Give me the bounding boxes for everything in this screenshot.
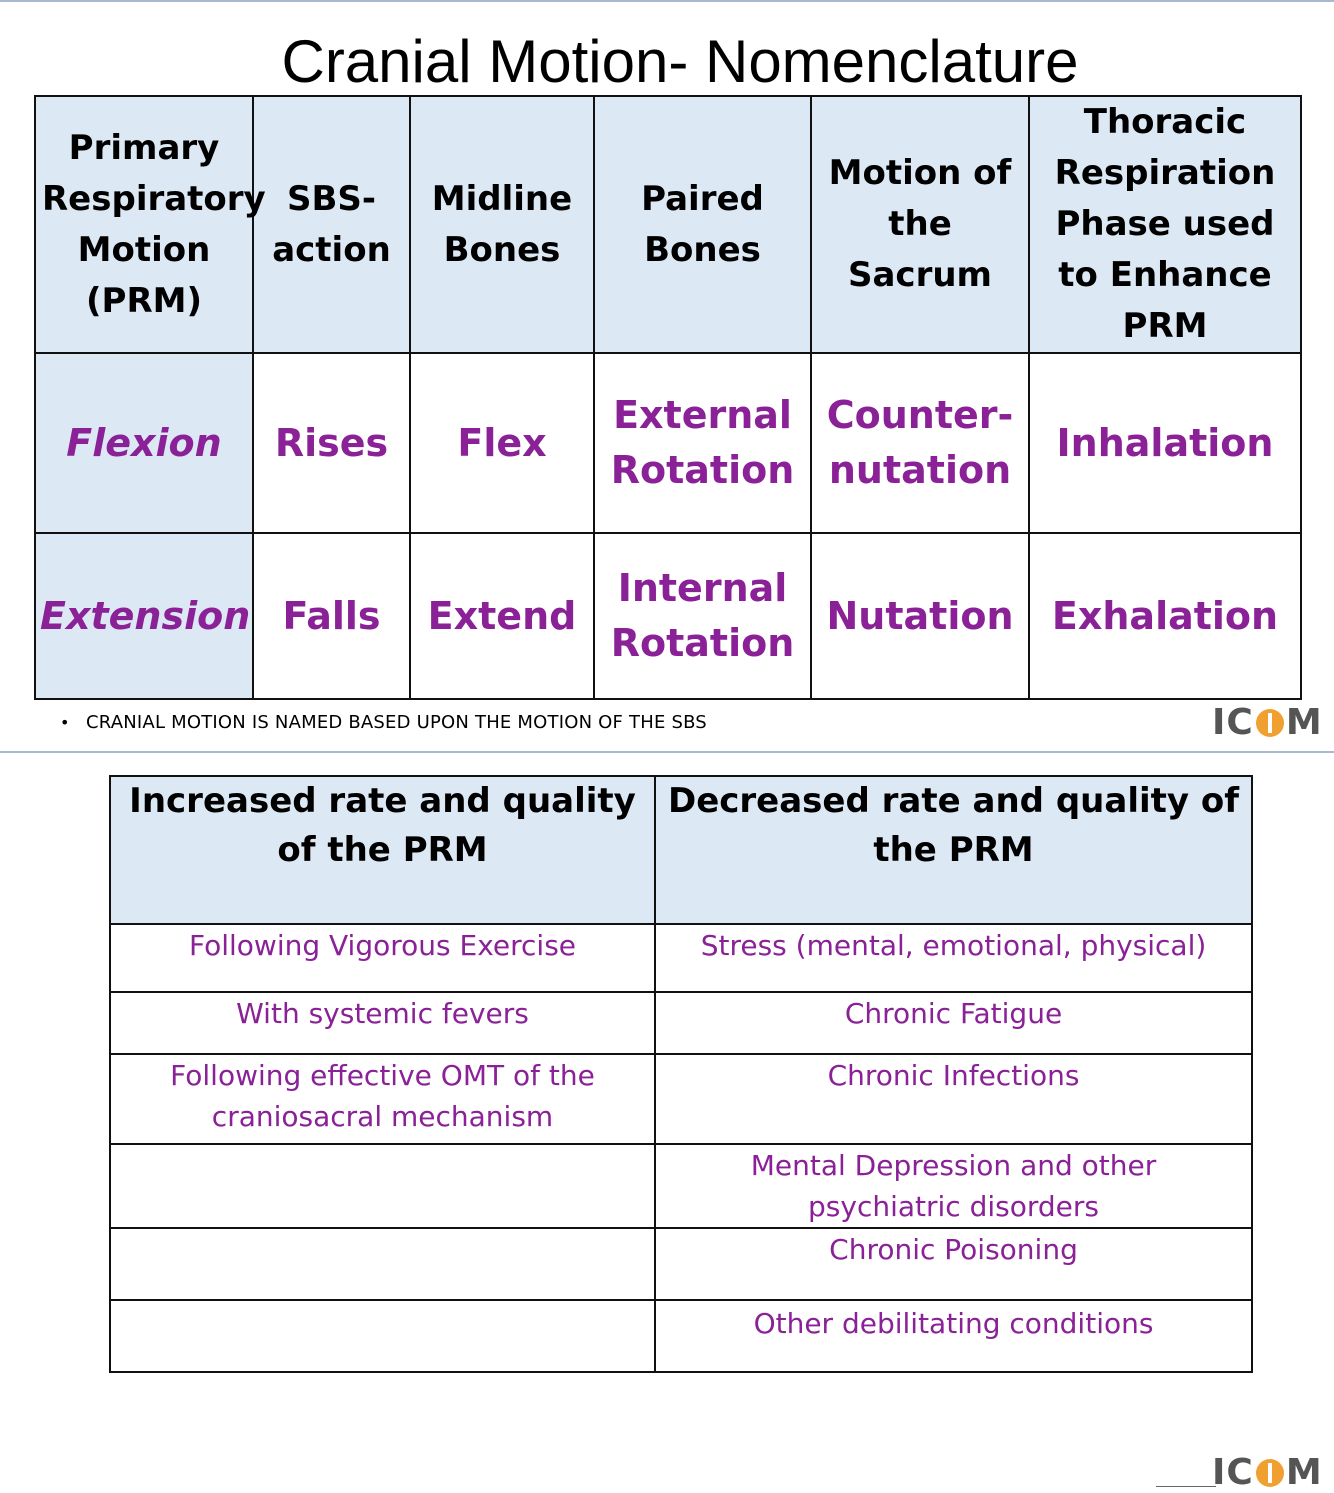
logo-mark-icon: IC M — [1212, 702, 1323, 743]
table-row — [110, 924, 1252, 992]
table-cell: Rises — [253, 353, 410, 533]
table-header-row — [35, 96, 1301, 353]
table-cell: Other debilitating conditions — [655, 1300, 1252, 1372]
prm-rate-table — [109, 775, 1253, 1373]
table-header-row — [110, 776, 1252, 924]
slide-divider — [0, 751, 1334, 753]
header-midline-bones: Midline Bones — [410, 96, 594, 353]
table-cell: Following Vigorous Exercise — [110, 924, 655, 992]
icom-logo — [1212, 702, 1323, 743]
header-motion-sacrum: Motion of the Sacrum — [811, 96, 1029, 353]
table-cell — [110, 1228, 655, 1300]
slide-title: Cranial Motion- Nomenclature — [281, 28, 1079, 95]
bullet-text: CRANIAL MOTION IS NAMED BASED UPON THE MOTION OF THE SBS — [86, 712, 707, 733]
table-cell: With systemic fevers — [110, 992, 655, 1054]
table-row — [35, 353, 1301, 533]
table-row — [110, 992, 1252, 1054]
table-cell: Chronic Fatigue — [655, 992, 1252, 1054]
table-cell: Mental Depression and other psychiatric disorders — [655, 1144, 1252, 1228]
header-increased: Increased rate and quality of the PRM — [110, 776, 655, 924]
top-rule — [0, 0, 1334, 2]
table-cell: Chronic Poisoning — [655, 1228, 1252, 1300]
table-cell: Chronic Infections — [655, 1054, 1252, 1144]
table-cell: Stress (mental, emotional, physical) — [655, 924, 1252, 992]
row-label-extension: Extension — [35, 533, 253, 699]
footer-line — [1156, 1486, 1216, 1487]
nomenclature-table — [34, 95, 1302, 700]
table-cell — [110, 1144, 655, 1228]
table-cell: Flex — [410, 353, 594, 533]
row-label-flexion: Flexion — [35, 353, 253, 533]
header-sbs-action: SBS-action — [253, 96, 410, 353]
table-cell: Inhalation — [1029, 353, 1301, 533]
table-cell: Nutation — [811, 533, 1029, 699]
table-cell: Following effective OMT of the craniosacral mechanism — [110, 1054, 655, 1144]
table-row — [35, 533, 1301, 699]
icom-logo-footer — [1212, 1452, 1323, 1493]
table-cell: Falls — [253, 533, 410, 699]
logo-mark-icon: IC M — [1212, 1452, 1323, 1493]
header-thoracic-respiration: Thoracic Respiration Phase used to Enhance PRM — [1029, 96, 1301, 353]
table-row — [110, 1300, 1252, 1372]
table-cell — [110, 1300, 655, 1372]
table-row — [110, 1228, 1252, 1300]
bullet-note — [60, 712, 707, 733]
table-cell: Extend — [410, 533, 594, 699]
table-row — [110, 1144, 1252, 1228]
table-cell: Internal Rotation — [594, 533, 811, 699]
table-cell: External Rotation — [594, 353, 811, 533]
bullet-icon: • — [60, 713, 70, 732]
table-row — [110, 1054, 1252, 1144]
header-paired-bones: Paired Bones — [594, 96, 811, 353]
header-decreased: Decreased rate and quality of the PRM — [655, 776, 1252, 924]
header-prm: Primary Respiratory Motion (PRM) — [35, 96, 253, 353]
table-cell: Exhalation — [1029, 533, 1301, 699]
table-cell: Counter-nutation — [811, 353, 1029, 533]
